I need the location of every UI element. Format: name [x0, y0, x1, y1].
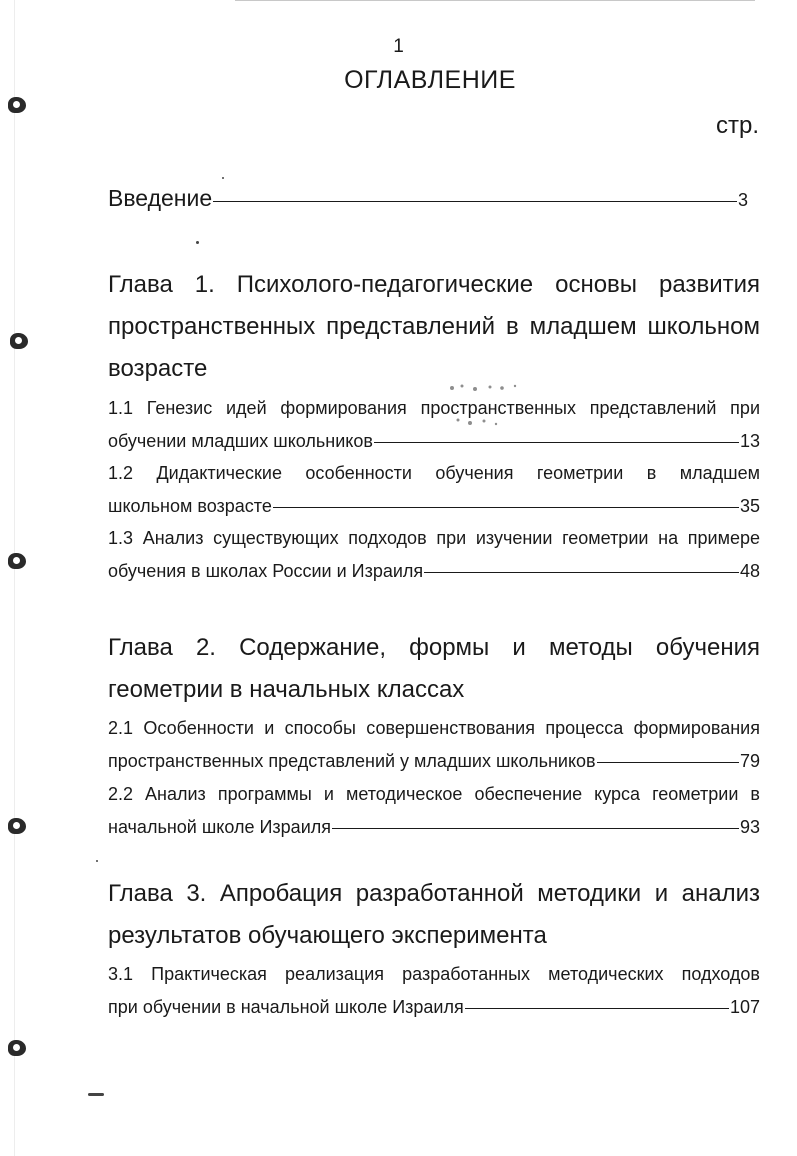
toc-section-entry [108, 392, 760, 458]
toc-section-title: 1.2 Дидактические особенности обучения геометрии в младшем [108, 463, 760, 483]
page-left-edge [14, 0, 15, 1156]
chapter-heading-line: геометрии в начальных классах [108, 676, 465, 703]
chapter-heading [108, 264, 760, 390]
chapter-heading-line: возрасте [108, 355, 208, 382]
toc-leader-line [273, 507, 739, 508]
chapter-heading-line: Глава 1. Психолого-педагогические основы развития [108, 271, 760, 298]
toc-page-number: 3 [737, 190, 748, 210]
page-top-border [235, 0, 755, 1]
toc-leader-line [374, 442, 739, 443]
toc-section-title: обучения в школах России и Израиля [108, 561, 424, 581]
toc-section-entry [108, 457, 760, 523]
chapter-heading-line: Глава 3. Апробация разработанной методики и анализ [108, 880, 760, 907]
toc-section-title: 1.3 Анализ существующих подходов при изучении геометрии на примере [108, 528, 760, 548]
binder-hole-mark [10, 333, 28, 349]
page-column-label: стр. [715, 112, 759, 139]
toc-section-entry [108, 522, 760, 588]
toc-section-title: 2.2 Анализ программы и методическое обеспечение курса геометрии в [108, 784, 760, 804]
toc-page-number: 93 [739, 817, 760, 837]
toc-page-number: 79 [739, 751, 760, 771]
chapter-heading-line: Глава 2. Содержание, формы и методы обучения [108, 634, 760, 661]
toc-section-entry [108, 958, 760, 1024]
scan-speck [96, 860, 98, 862]
binder-hole-mark [8, 97, 26, 113]
toc-section-title: пространственных представлений у младших школьников [108, 751, 596, 771]
binder-hole-mark [8, 818, 26, 834]
chapter-heading [108, 873, 760, 957]
toc-leader-line [424, 572, 739, 573]
scan-speck [88, 1093, 104, 1096]
toc-page-number: 48 [739, 561, 760, 581]
toc-section-title: школьном возрасте [108, 496, 272, 516]
toc-section-title: 3.1 Практическая реализация разработанных методических подходов [108, 964, 760, 984]
toc-section-title: обучении младших школьников [108, 431, 373, 451]
binder-hole-mark [8, 1040, 26, 1056]
page-number: 1 [393, 36, 404, 57]
toc-section-title: при обучении в начальной школе Израиля [108, 997, 464, 1017]
toc-leader-line [213, 201, 737, 202]
toc-section-entry [108, 712, 760, 778]
toc-section-title: начальной школе Израиля [108, 817, 331, 837]
toc-page-number: 35 [739, 496, 760, 516]
document-title: ОГЛАВЛЕНИЕ [344, 66, 516, 94]
toc-section-entry [108, 778, 760, 844]
toc-entry-introduction [108, 185, 748, 212]
toc-page-number: 107 [729, 997, 760, 1017]
toc-page-number: 13 [739, 431, 760, 451]
toc-leader-line [465, 1008, 729, 1009]
chapter-heading-line: результатов обучающего эксперимента [108, 922, 547, 949]
toc-leader-line [332, 828, 739, 829]
scan-speck [196, 241, 199, 244]
toc-section-title: 2.1 Особенности и способы совершенствования процесса формирования [108, 718, 760, 738]
chapter-heading [108, 627, 760, 711]
binder-hole-mark [8, 553, 26, 569]
toc-section-title: 1.1 Генезис идей формирования пространственных представлений при [108, 398, 760, 418]
toc-leader-line [597, 762, 739, 763]
scan-speck [222, 177, 224, 179]
chapter-heading-line: пространственных представлений в младшем школьном [108, 313, 760, 340]
toc-entry-label: Введение [108, 185, 213, 211]
